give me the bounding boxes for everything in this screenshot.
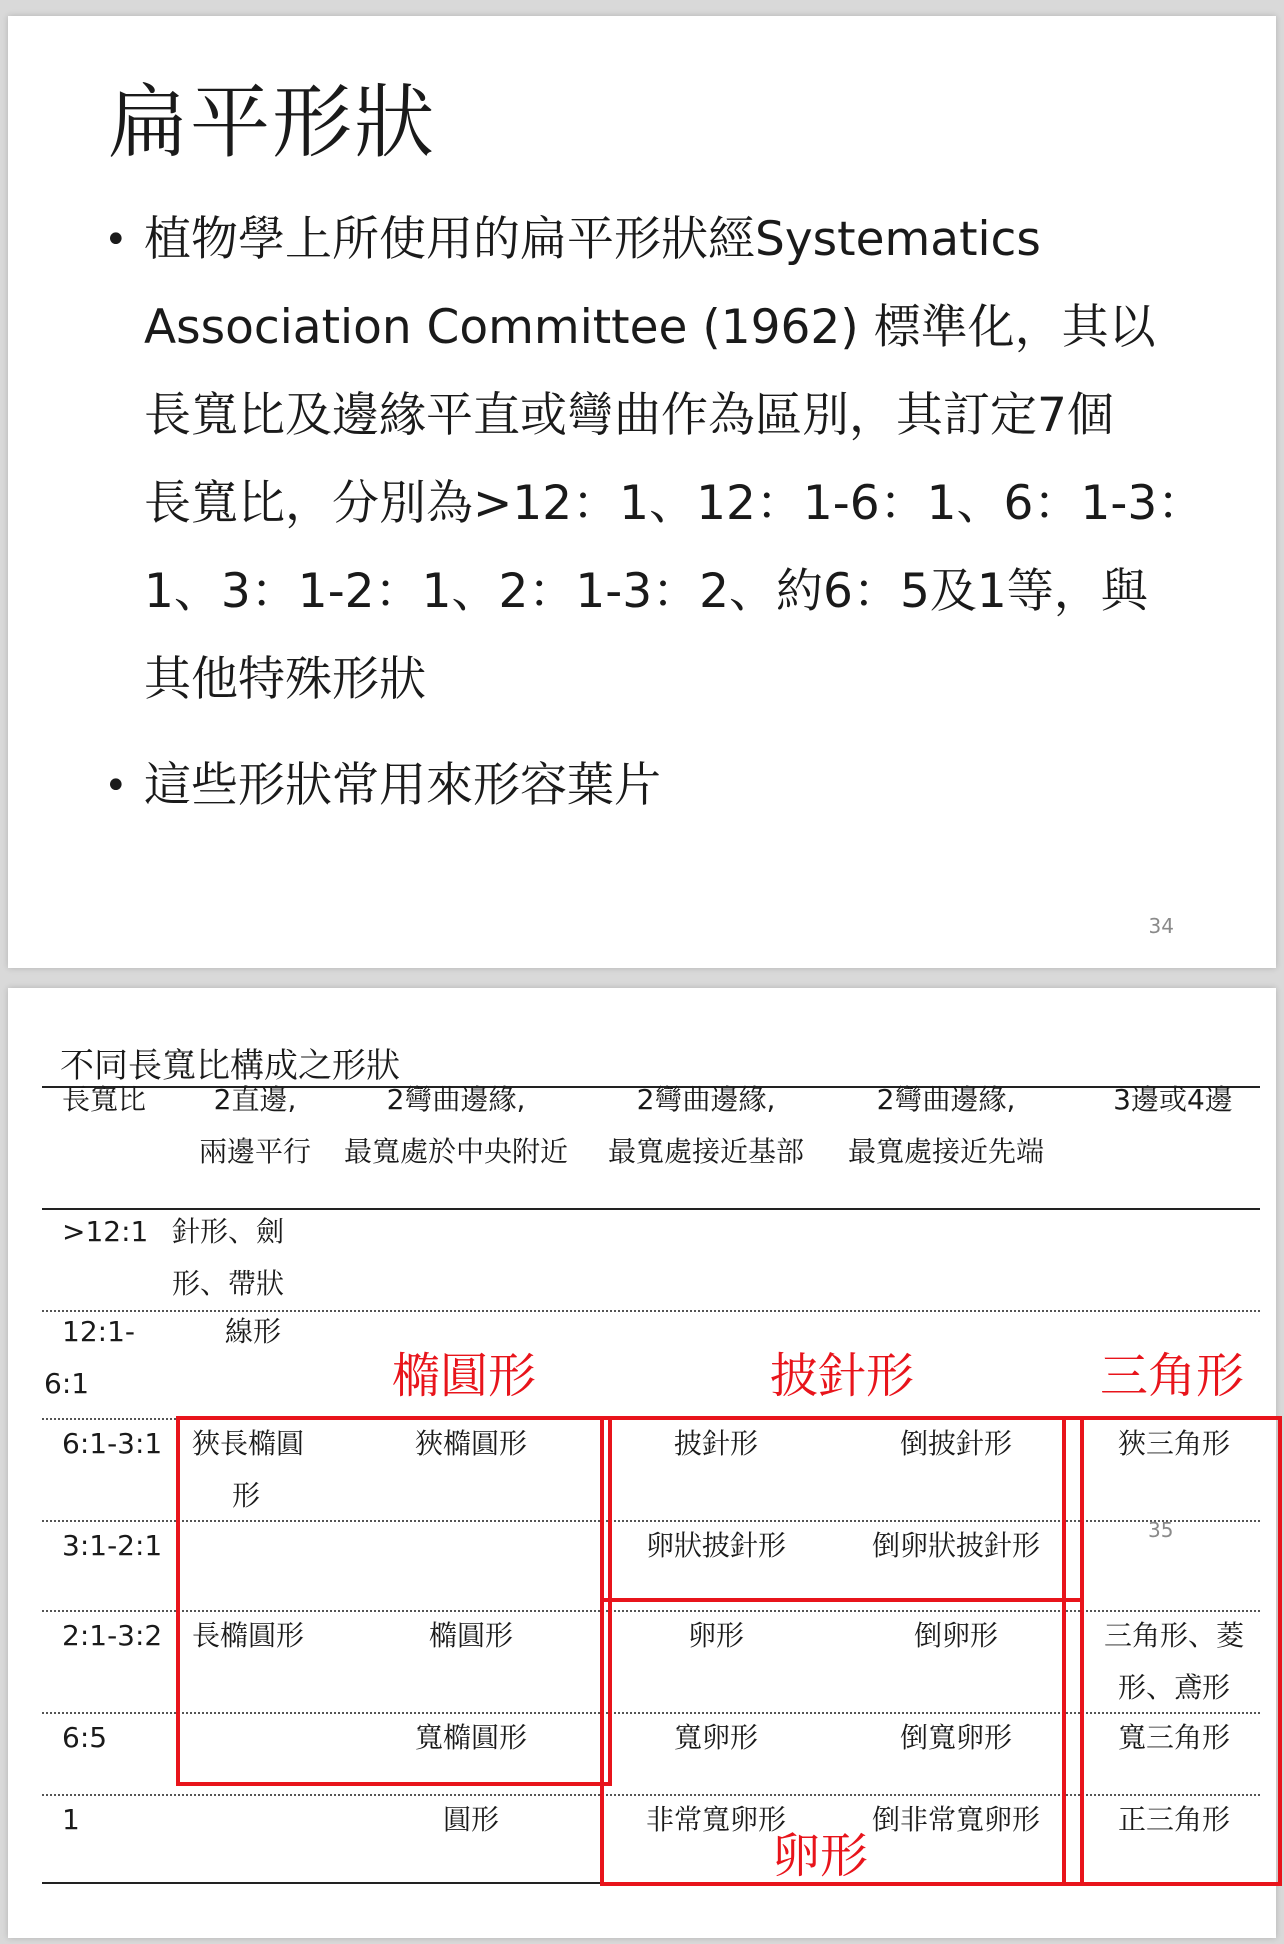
header-col3-line1: 2彎曲邊緣, bbox=[636, 1083, 776, 1116]
header-col1-line1: 2直邊, bbox=[213, 1083, 297, 1116]
shape-cell: 形 bbox=[232, 1479, 261, 1512]
header-col4-line2: 最寬處接近先端 bbox=[847, 1135, 1044, 1168]
bullet-line: 其他特殊形狀 bbox=[144, 652, 426, 707]
shape-cell: 狹橢圓形 bbox=[414, 1427, 527, 1460]
bullet-list bbox=[104, 196, 1234, 830]
lanceolate-group-box bbox=[600, 1416, 1084, 1602]
shape-cell: 圓形 bbox=[442, 1803, 499, 1836]
bullet-marker: • bbox=[104, 763, 128, 809]
shape-cell: 狹三角形 bbox=[1117, 1427, 1230, 1460]
bullet-item bbox=[104, 742, 1234, 830]
bullet-line: 這些形狀常用來形容葉片 bbox=[144, 758, 661, 813]
page-number: 34 bbox=[1148, 914, 1174, 938]
table-title: 不同長寬比構成之形狀 bbox=[60, 1046, 400, 1086]
ratio-cell: 6:5 bbox=[62, 1721, 108, 1754]
header-col5-line1: 3邊或4邊 bbox=[1113, 1083, 1233, 1116]
shape-cell: 卵狀披針形 bbox=[645, 1529, 786, 1562]
shape-cell: 倒披針形 bbox=[899, 1427, 1012, 1460]
ratio-cell: 6:1-3:1 bbox=[62, 1427, 163, 1460]
ratio-cell: 3:1-2:1 bbox=[62, 1529, 163, 1562]
ellipse-group-label: 橢圓形 bbox=[392, 1348, 537, 1404]
shape-cell: 針形、劍 bbox=[171, 1215, 284, 1248]
bullet-line: 1、3：1-2：1、2：1-3：2、約6：5及1等，與 bbox=[144, 564, 1148, 619]
header-ratio: 長寬比 bbox=[62, 1083, 147, 1116]
ratio-cell: >12:1 bbox=[62, 1215, 149, 1248]
slide-34 bbox=[8, 16, 1276, 968]
shape-cell: 長橢圓形 bbox=[192, 1619, 305, 1652]
ratio-cell: 12:1- bbox=[62, 1315, 135, 1348]
bullet-line: Association Committee (1962) 標準化，其以 bbox=[144, 300, 1156, 355]
shape-cell: 倒卵狀披針形 bbox=[871, 1529, 1040, 1562]
page-number: 35 bbox=[1148, 1518, 1174, 1542]
shape-cell: 非常寬卵形 bbox=[645, 1803, 786, 1836]
bullet-line: 植物學上所使用的扁平形狀經Systematics bbox=[144, 212, 1041, 267]
shape-cell: 形、鳶形 bbox=[1117, 1671, 1230, 1704]
shape-cell: 正三角形 bbox=[1117, 1803, 1230, 1836]
shape-cell: 形、帶狀 bbox=[171, 1267, 284, 1300]
ellipse-group-box bbox=[176, 1416, 612, 1786]
bullet-line: 長寬比及邊緣平直或彎曲作為區別，其訂定7個 bbox=[144, 388, 1114, 443]
shape-cell: 線形 bbox=[224, 1315, 281, 1348]
slide-35 bbox=[8, 988, 1276, 1938]
triangle-group-box bbox=[1062, 1416, 1282, 1886]
lanceolate-group-label: 披針形 bbox=[770, 1348, 915, 1404]
header-col3-line2: 最寬處接近基部 bbox=[607, 1135, 804, 1168]
shape-cell: 橢圓形 bbox=[428, 1619, 513, 1652]
header-col2-line1: 2彎曲邊緣, bbox=[386, 1083, 526, 1116]
shape-cell: 寬卵形 bbox=[673, 1721, 758, 1754]
slide-title: 扁平形狀 bbox=[108, 76, 436, 169]
shape-cell: 卵形 bbox=[687, 1619, 744, 1652]
shape-cell: 寬三角形 bbox=[1117, 1721, 1230, 1754]
shape-cell: 披針形 bbox=[673, 1427, 758, 1460]
header-col1-line2: 兩邊平行 bbox=[198, 1135, 311, 1168]
bullet-item bbox=[104, 196, 1234, 724]
shape-cell: 三角形、菱 bbox=[1103, 1619, 1244, 1652]
ratio-cell: 2:1-3:2 bbox=[62, 1619, 163, 1652]
triangle-group-label: 三角形 bbox=[1100, 1348, 1245, 1404]
header-col2-line2: 最寬處於中央附近 bbox=[343, 1135, 568, 1168]
bullet-marker: • bbox=[104, 217, 128, 263]
shape-cell: 倒寬卵形 bbox=[899, 1721, 1012, 1754]
header-col4-line1: 2彎曲邊緣, bbox=[876, 1083, 1016, 1116]
shape-cell: 狹長橢圓 bbox=[192, 1427, 305, 1460]
ratio-cell: 6:1 bbox=[44, 1367, 90, 1400]
shape-cell: 倒非常寬卵形 bbox=[871, 1803, 1040, 1836]
bullet-line: 長寬比，分別為>12：1、12：1-6：1、6：1-3： bbox=[144, 476, 1205, 531]
ovate-group-label: 卵形 bbox=[772, 1828, 869, 1884]
shape-cell: 倒卵形 bbox=[913, 1619, 998, 1652]
ratio-cell: 1 bbox=[62, 1803, 80, 1836]
shape-cell: 寬橢圓形 bbox=[414, 1721, 527, 1754]
